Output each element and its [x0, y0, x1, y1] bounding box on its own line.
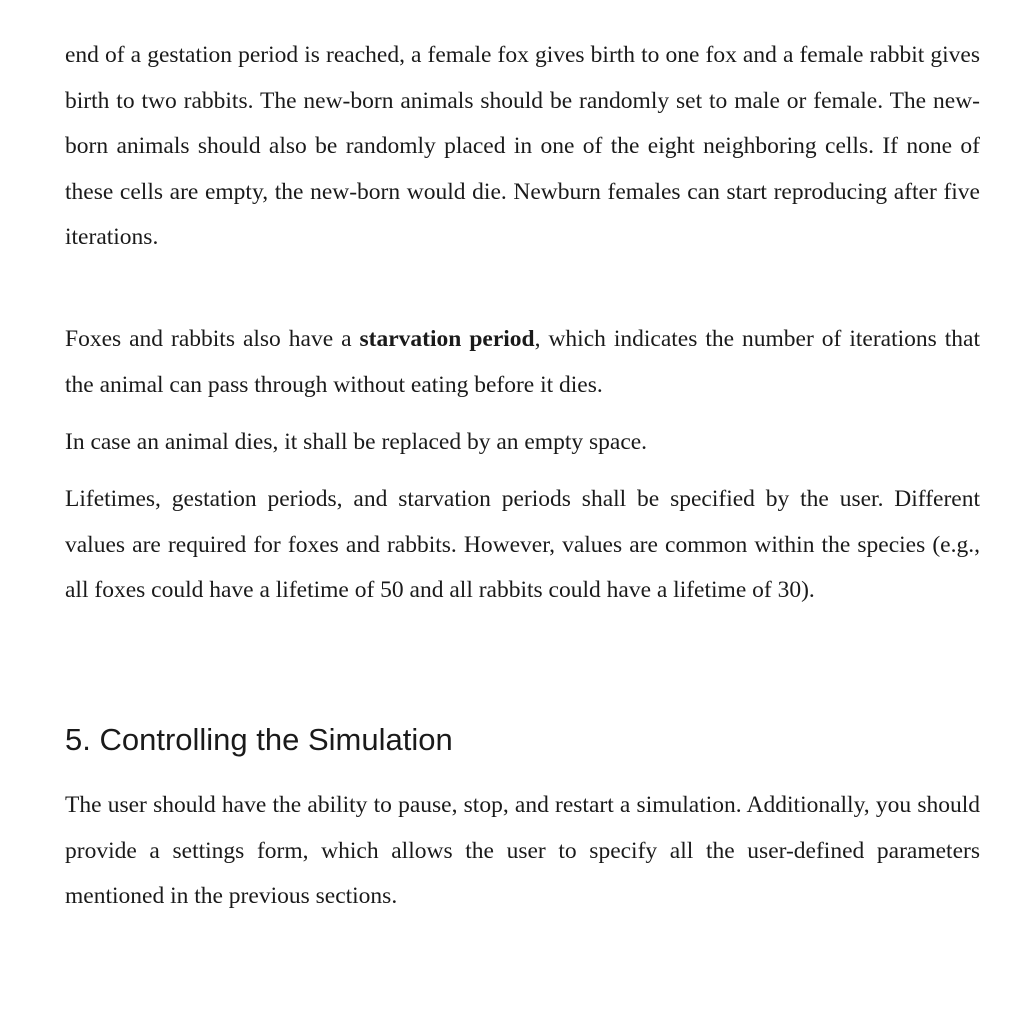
starvation-text-after: , which indicates the number of iterations that the animal can pass through without eating before it dies.: [65, 326, 980, 398]
section-heading: 5. Controlling the Simulation: [65, 722, 453, 757]
paragraph-reproduction: end of a gestation period is reached, a female fox gives birth to one fox and a female rabbit gives birth to two rabbits. The new-born animals should be randomly set to male or female. The new-born animals should also be randomly placed in one of the eight neighboring cells. If none of these cells are empty, the new-born would die. Newburn females can start reproducing after five iterations.: [65, 42, 980, 250]
paragraph-starvation: [65, 317, 980, 408]
paragraph-controlling: The user should have the ability to pause, stop, and restart a simulation. Additionally, you should provide a settings form, which allows the user to specify all the user-defined parameters mentioned in the previous sections.: [65, 792, 980, 909]
paragraph-death: In case an animal dies, it shall be replaced by an empty space.: [65, 429, 648, 455]
paragraph-lifetimes: Lifetimes, gestation periods, and starvation periods shall be specified by the user. Different values are required for foxes and rabbits. However, values are common within the species (e.g., all foxes could have a lifetime of 50 and all rabbits could have a lifetime of 30).: [65, 486, 980, 603]
starvation-text-before: Foxes and rabbits also have a: [65, 326, 360, 352]
starvation-period-term: starvation period: [359, 326, 535, 352]
